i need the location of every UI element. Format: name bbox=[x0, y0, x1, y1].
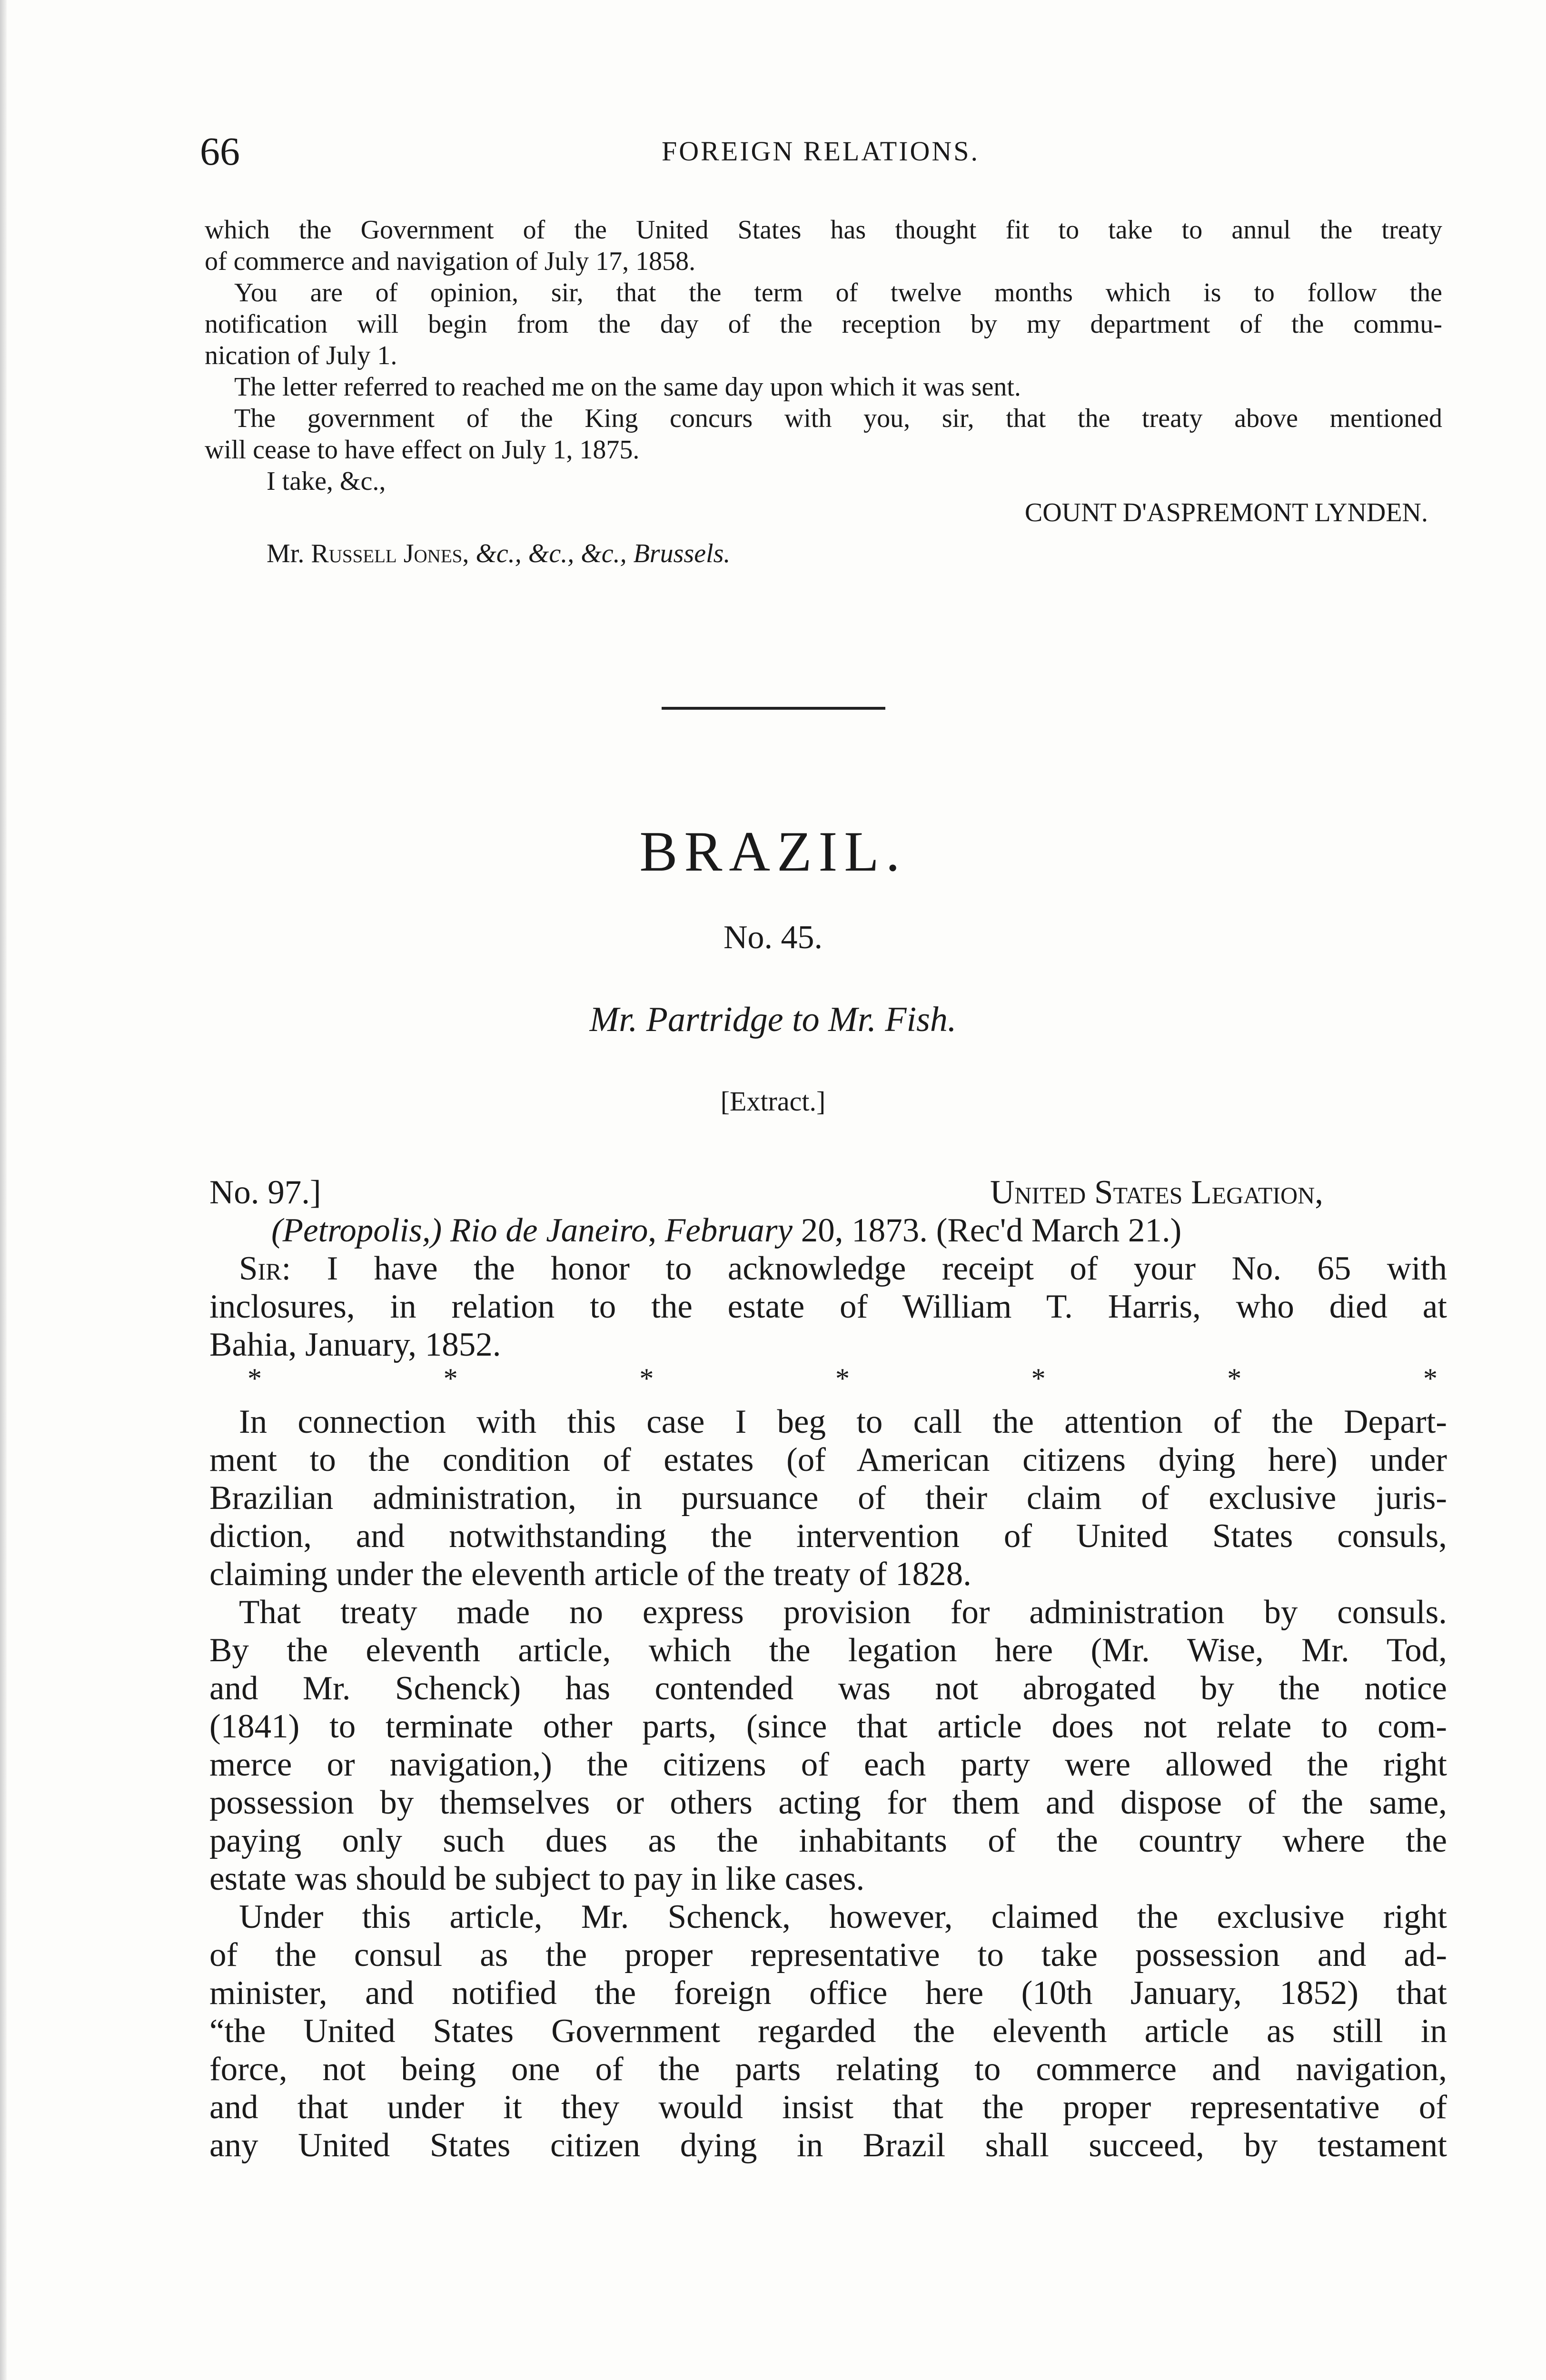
dispatch-heading bbox=[209, 1173, 1447, 1211]
text-line: inclosures, in relation to the estate of William T. Harris, who died at bbox=[209, 1288, 1447, 1325]
text-line: diction, and notwithstanding the intervention of United States consuls, bbox=[209, 1517, 1447, 1555]
text-line: The government of the King concurs with you, sir, that the treaty above mentioned bbox=[234, 404, 1442, 433]
section-divider bbox=[662, 707, 885, 710]
text-line: any United States citizen dying in Brazil shall succeed, by testament bbox=[209, 2127, 1447, 2164]
text-line: paying only such dues as the inhabitants of the country where the bbox=[209, 1822, 1447, 1859]
text-line: Sir: I have the honor to acknowledge receipt of your No. 65 with bbox=[239, 1250, 1447, 1287]
text-line: Brazilian administration, in pursuance of their claim of exclusive juris- bbox=[209, 1479, 1447, 1517]
text-line: possession by themselves or others acting for them and dispose of the same, bbox=[209, 1784, 1447, 1821]
text-line: force, not being one of the parts relating to commerce and navigation, bbox=[209, 2051, 1447, 2088]
text-line: estate was should be subject to pay in like cases. bbox=[209, 1860, 865, 1897]
ellipsis-stars: * * * * * * * bbox=[248, 1363, 1437, 1394]
text-line: and Mr. Schenck) has contended was not abrogated by the notice bbox=[209, 1670, 1447, 1707]
text-line: You are of opinion, sir, that the term of twelve months which is to follow the bbox=[234, 278, 1442, 307]
addressee: Mr. Russell Jones, &c., &c., &c., Brussels. bbox=[267, 539, 731, 568]
text-line: “the United States Government regarded the eleventh article as still in bbox=[209, 2013, 1447, 2050]
text-line: nication of July 1. bbox=[205, 341, 397, 370]
text-line: In connection with this case I beg to call the attention of the Depart- bbox=[239, 1403, 1447, 1440]
text-line: and that under it they would insist that the proper representative of bbox=[209, 2089, 1447, 2126]
document-number: No. 45. bbox=[723, 919, 823, 956]
dispatch-number: No. 97.] bbox=[209, 1174, 321, 1211]
signature: COUNT D'ASPREMONT LYNDEN. bbox=[1024, 498, 1428, 527]
extract-label: [Extract.] bbox=[720, 1086, 826, 1117]
letter-continuation bbox=[205, 214, 1442, 569]
page-edge-shadow bbox=[0, 0, 7, 2380]
document-title: Mr. Partridge to Mr. Fish. bbox=[589, 1000, 957, 1039]
text-line: will cease to have effect on July 1, 1875. bbox=[205, 435, 640, 465]
section-title: BRAZIL. bbox=[639, 820, 907, 883]
page-header bbox=[200, 129, 1441, 181]
text-line: That treaty made no express provision for administration by consuls. bbox=[239, 1594, 1447, 1631]
dispatch-body bbox=[209, 1173, 1447, 2164]
text-line: The letter referred to reached me on the same day upon which it was sent. bbox=[234, 372, 1021, 402]
text-line: Bahia, January, 1852. bbox=[209, 1326, 501, 1363]
running-head: FOREIGN RELATIONS. bbox=[661, 136, 980, 167]
text-line: (1841) to terminate other parts, (since that article does not relate to com- bbox=[209, 1708, 1447, 1745]
text-line: merce or navigation,) the citizens of each party were allowed the right bbox=[209, 1746, 1447, 1783]
text-line: of the consul as the proper representative to take possession and ad- bbox=[209, 1936, 1447, 1973]
closing-phrase: I take, &c., bbox=[267, 466, 386, 496]
text-line: notification will begin from the day of the reception by my department of the commu- bbox=[205, 309, 1442, 339]
page-number: 66 bbox=[200, 129, 240, 174]
text-line: of commerce and navigation of July 17, 1858. bbox=[205, 247, 696, 276]
legation-name: United States Legation, bbox=[990, 1174, 1323, 1211]
text-line: ment to the condition of estates (of American citizens dying here) under bbox=[209, 1441, 1447, 1478]
text-line: minister, and notified the foreign office here (10th January, 1852) that bbox=[209, 1974, 1447, 2012]
dispatch-dateline: (Petropolis,) Rio de Janeiro, February 20, 1873. (Rec'd March 21.) bbox=[271, 1212, 1182, 1249]
text-line: which the Government of the United States has thought fit to take to annul the treaty bbox=[205, 215, 1442, 245]
text-line: Under this article, Mr. Schenck, however, claimed the exclusive right bbox=[239, 1898, 1447, 1935]
text-line: claiming under the eleventh article of the treaty of 1828. bbox=[209, 1556, 971, 1593]
text-line: By the eleventh article, which the legation here (Mr. Wise, Mr. Tod, bbox=[209, 1632, 1447, 1669]
